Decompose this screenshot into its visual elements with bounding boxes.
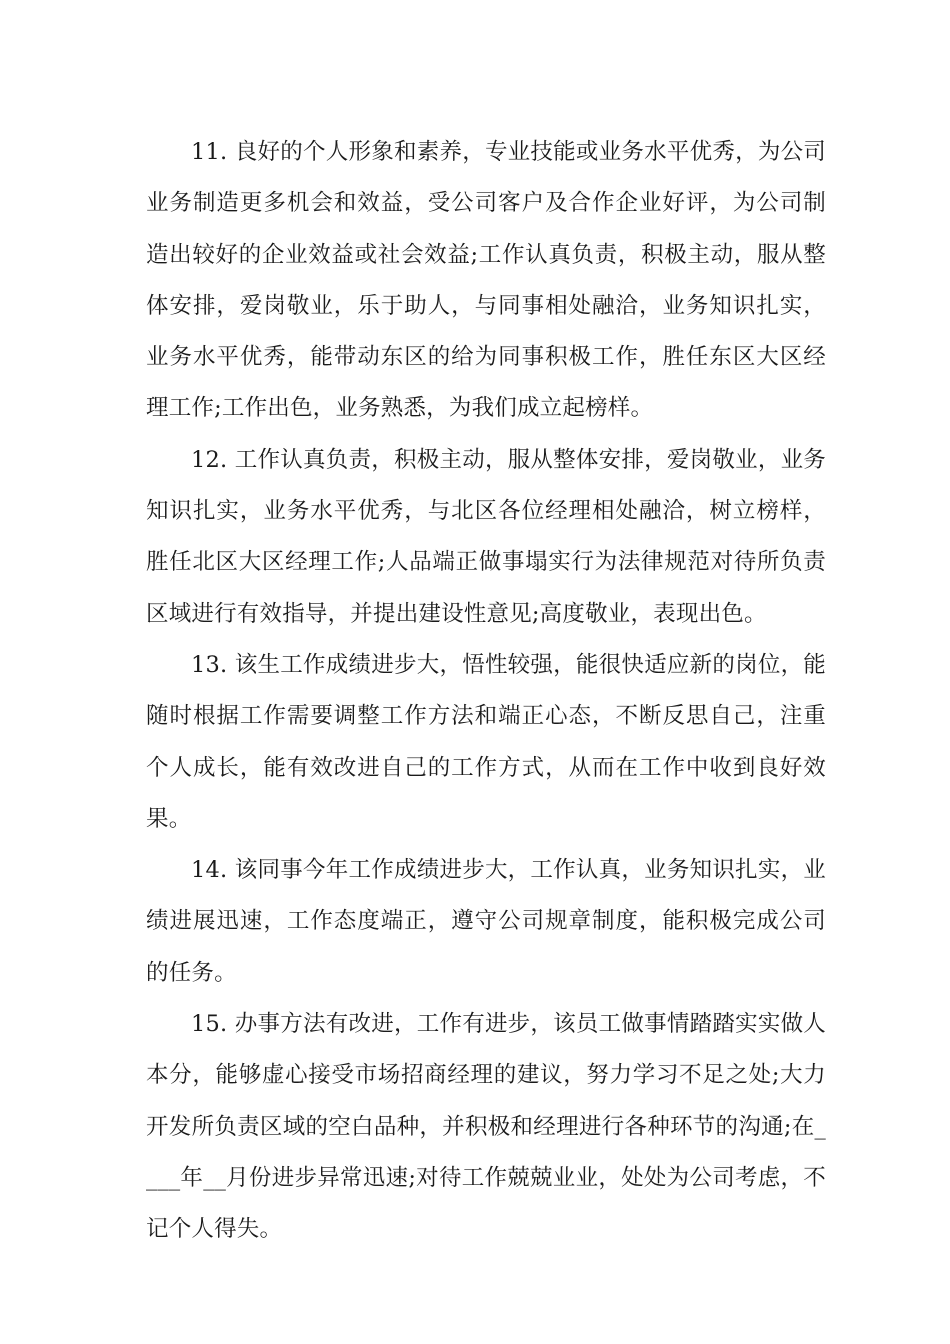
- paragraph-text: 良好的个人形象和素养，专业技能或业务水平优秀，为公司业务制造更多机会和效益，受公司客户及合作企业好评，为公司制造出较好的企业效益或社会效益;工作认真负责，积极主动，服从整体安排，爱岗敬业，乐于助人，与同事相处融洽，业务知识扎实，业务水平优秀，能带动东区的给为同事积极工作，胜任东区大区经理工作;工作出色，业务熟悉，为我们成立起榜样。: [146, 139, 827, 422]
- paragraph-number: 11.: [191, 139, 228, 165]
- paragraph-number: 15.: [191, 1011, 228, 1038]
- paragraph-number: 14.: [191, 857, 228, 884]
- paragraph-11: [146, 127, 826, 435]
- document-body: [146, 127, 826, 1256]
- paragraph-14: [146, 845, 826, 999]
- paragraph-number: 12.: [191, 446, 228, 473]
- paragraph-text: 办事方法有改进，工作有进步，该员工做事情踏踏实实做人本分，能够虚心接受市场招商经理的建议，努力学习不足之处;大力开发所负责区域的空白品种，并积极和经理进行各种环节的沟通;在____年__月份进步异常迅速;对待工作兢兢业业，处处为公司考虑，不记个人得失。: [146, 1011, 827, 1243]
- paragraph-13: [146, 640, 826, 845]
- paragraph-15: [146, 999, 826, 1255]
- paragraph-text: 工作认真负责，积极主动，服从整体安排，爱岗敬业，业务知识扎实，业务水平优秀，与北区各位经理相处融洽，树立榜样，胜任北区大区经理工作;人品端正做事塌实行为法律规范对待所负责区域进行有效指导，并提出建设性意见;高度敬业，表现出色。: [146, 446, 827, 627]
- paragraph-number: 13.: [191, 651, 228, 678]
- paragraph-12: [146, 435, 826, 640]
- paragraph-text: 该同事今年工作成绩进步大，工作认真，业务知识扎实，业绩进展迅速，工作态度端正，遵守公司规章制度，能积极完成公司的任务。: [146, 857, 827, 986]
- paragraph-text: 该生工作成绩进步大，悟性较强，能很快适应新的岗位，能随时根据工作需要调整工作方法和端正心态，不断反思自己，注重个人成长，能有效改进自己的工作方式，从而在工作中收到良好效果。: [146, 651, 827, 832]
